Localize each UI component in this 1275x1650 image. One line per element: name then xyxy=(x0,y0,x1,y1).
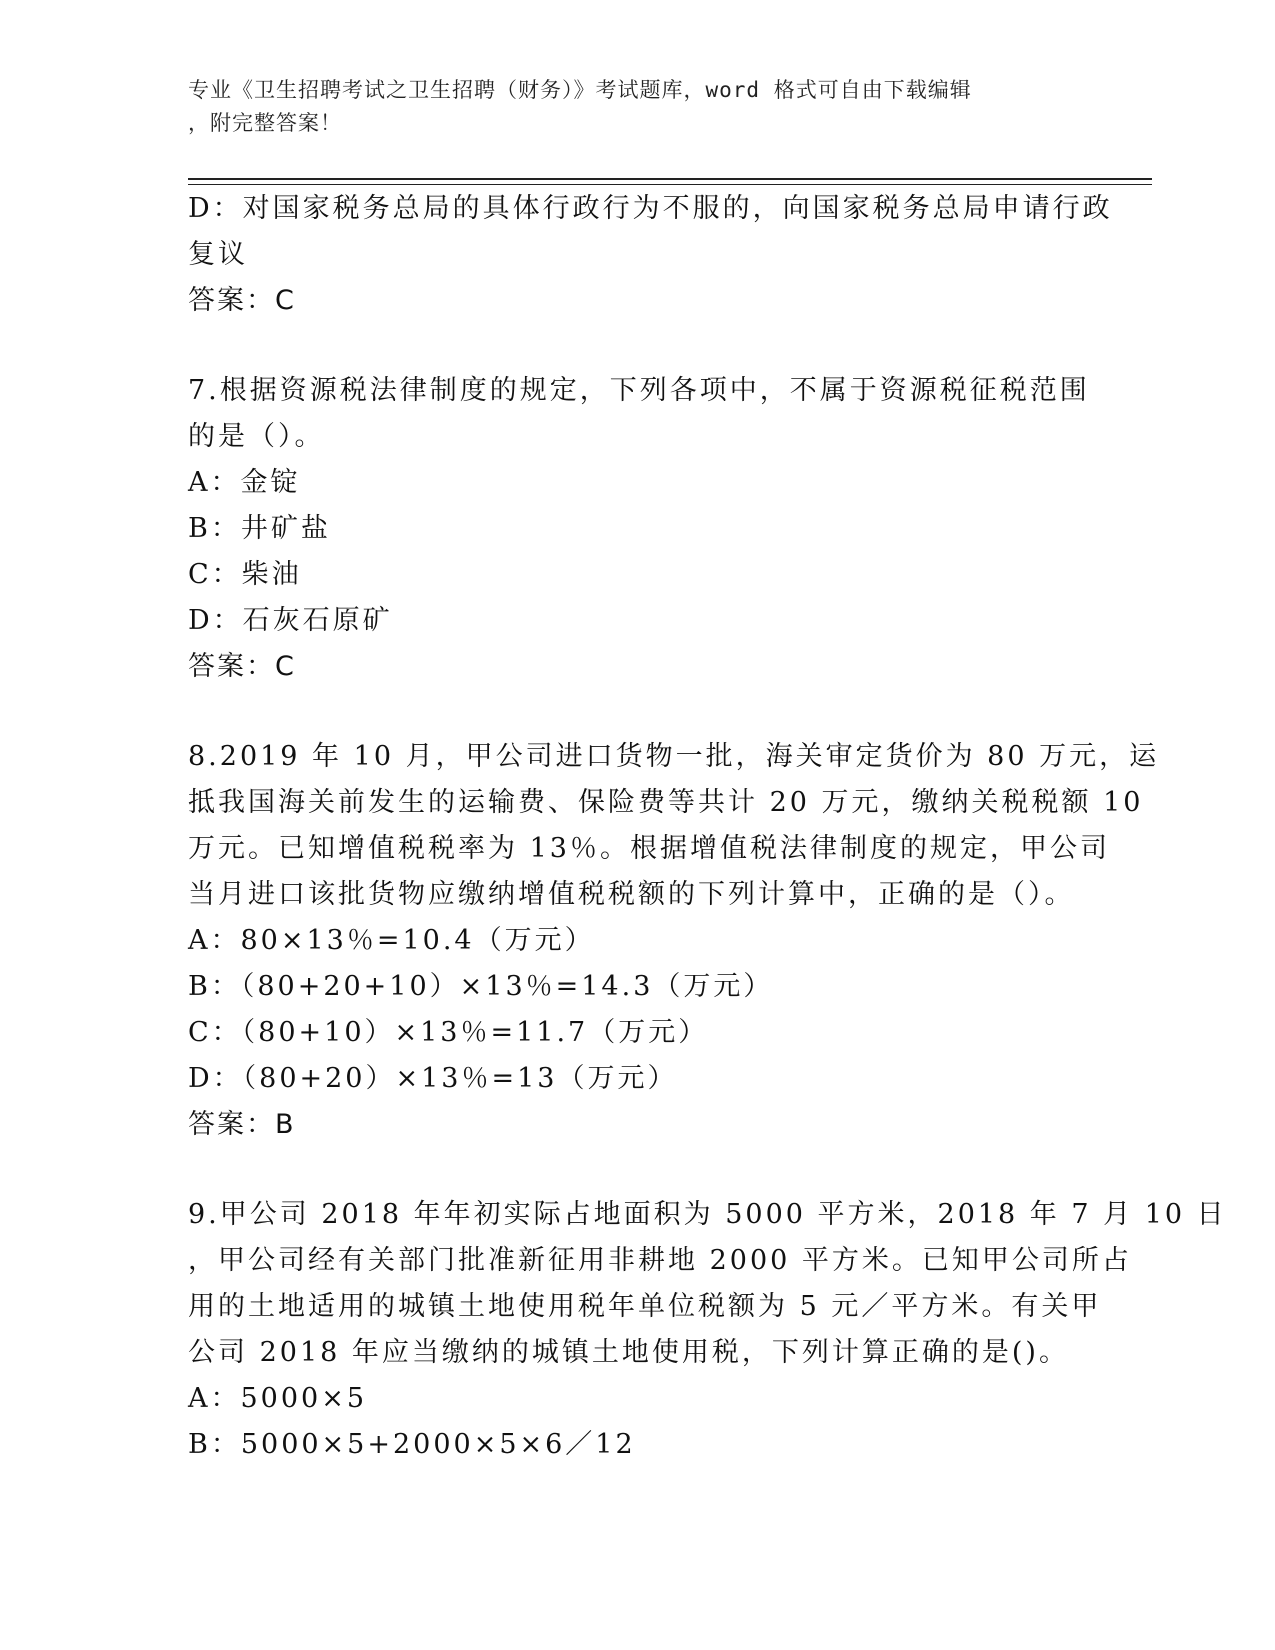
q7-option-b: B：井矿盐 xyxy=(188,513,331,544)
q9-option-a: A：5000×5 xyxy=(188,1383,368,1414)
header-divider-thin xyxy=(188,184,1152,185)
q8-option-a: A：80×13％=10.4（万元） xyxy=(188,925,595,956)
q7-stem-line-1: 7.根据资源税法律制度的规定，下列各项中，不属于资源税征税范围 xyxy=(188,375,1090,406)
question-7 xyxy=(188,368,1088,690)
q6-option-d-line-2: 复议 xyxy=(188,239,248,270)
header-title-line-1: 专业《卫生招聘考试之卫生招聘（财务）》考试题库，word 格式可自由下载编辑 xyxy=(188,78,972,102)
q7-option-a: A：金锭 xyxy=(188,467,301,498)
page-header xyxy=(188,74,1068,140)
q8-stem-line-4: 当月进口该批货物应缴纳增值税税额的下列计算中，正确的是（）。 xyxy=(188,879,1075,910)
q8-option-c: C：（80+10）×13％=11.7（万元） xyxy=(188,1017,709,1048)
q7-answer: 答案：C xyxy=(188,651,296,682)
question-9 xyxy=(188,1192,1227,1468)
header-title-line-2: ，附完整答案！ xyxy=(188,111,342,135)
q9-stem-line-2: ，甲公司经有关部门批准新征用非耕地 2000 平方米。已知甲公司所占 xyxy=(188,1245,1132,1276)
q9-option-b: B：5000×5+2000×5×6／12 xyxy=(188,1429,636,1460)
q8-stem-line-2: 抵我国海关前发生的运输费、保险费等共计 20 万元，缴纳关税税额 10 xyxy=(188,787,1144,818)
q6-option-d-line-1: D：对国家税务总局的具体行政行为不服的，向国家税务总局申请行政 xyxy=(188,193,1113,224)
question-8 xyxy=(188,734,1160,1148)
question-6 xyxy=(188,186,1113,324)
q8-option-d: D：（80+20）×13％=13（万元） xyxy=(188,1063,678,1094)
header-divider-thick xyxy=(188,178,1152,180)
q7-option-d: D：石灰石原矿 xyxy=(188,605,393,636)
q9-stem-line-4: 公司 2018 年应当缴纳的城镇土地使用税，下列计算正确的是()。 xyxy=(188,1337,1069,1368)
q8-stem-line-3: 万元。已知增值税税率为 13％。根据增值税法律制度的规定，甲公司 xyxy=(188,833,1110,864)
q9-stem-line-1: 9.甲公司 2018 年年初实际占地面积为 5000 平方米，2018 年 7 月 10 日 xyxy=(188,1199,1227,1230)
question-spacer xyxy=(188,690,1088,734)
q6-answer: 答案：C xyxy=(188,285,296,316)
q7-option-c: C：柴油 xyxy=(188,559,302,590)
question-spacer xyxy=(188,324,1088,368)
q8-answer: 答案：B xyxy=(188,1109,296,1140)
q8-option-b: B：（80+20+10）×13％=14.3（万元） xyxy=(188,971,774,1002)
q8-stem-line-1: 8.2019 年 10 月，甲公司进口货物一批，海关审定货价为 80 万元，运 xyxy=(188,741,1160,772)
question-content xyxy=(188,186,1227,1468)
q9-stem-line-3: 用的土地适用的城镇土地使用税年单位税额为 5 元／平方米。有关甲 xyxy=(188,1291,1102,1322)
q7-stem-line-2: 的是（）。 xyxy=(188,421,325,452)
question-spacer xyxy=(188,1148,1088,1192)
